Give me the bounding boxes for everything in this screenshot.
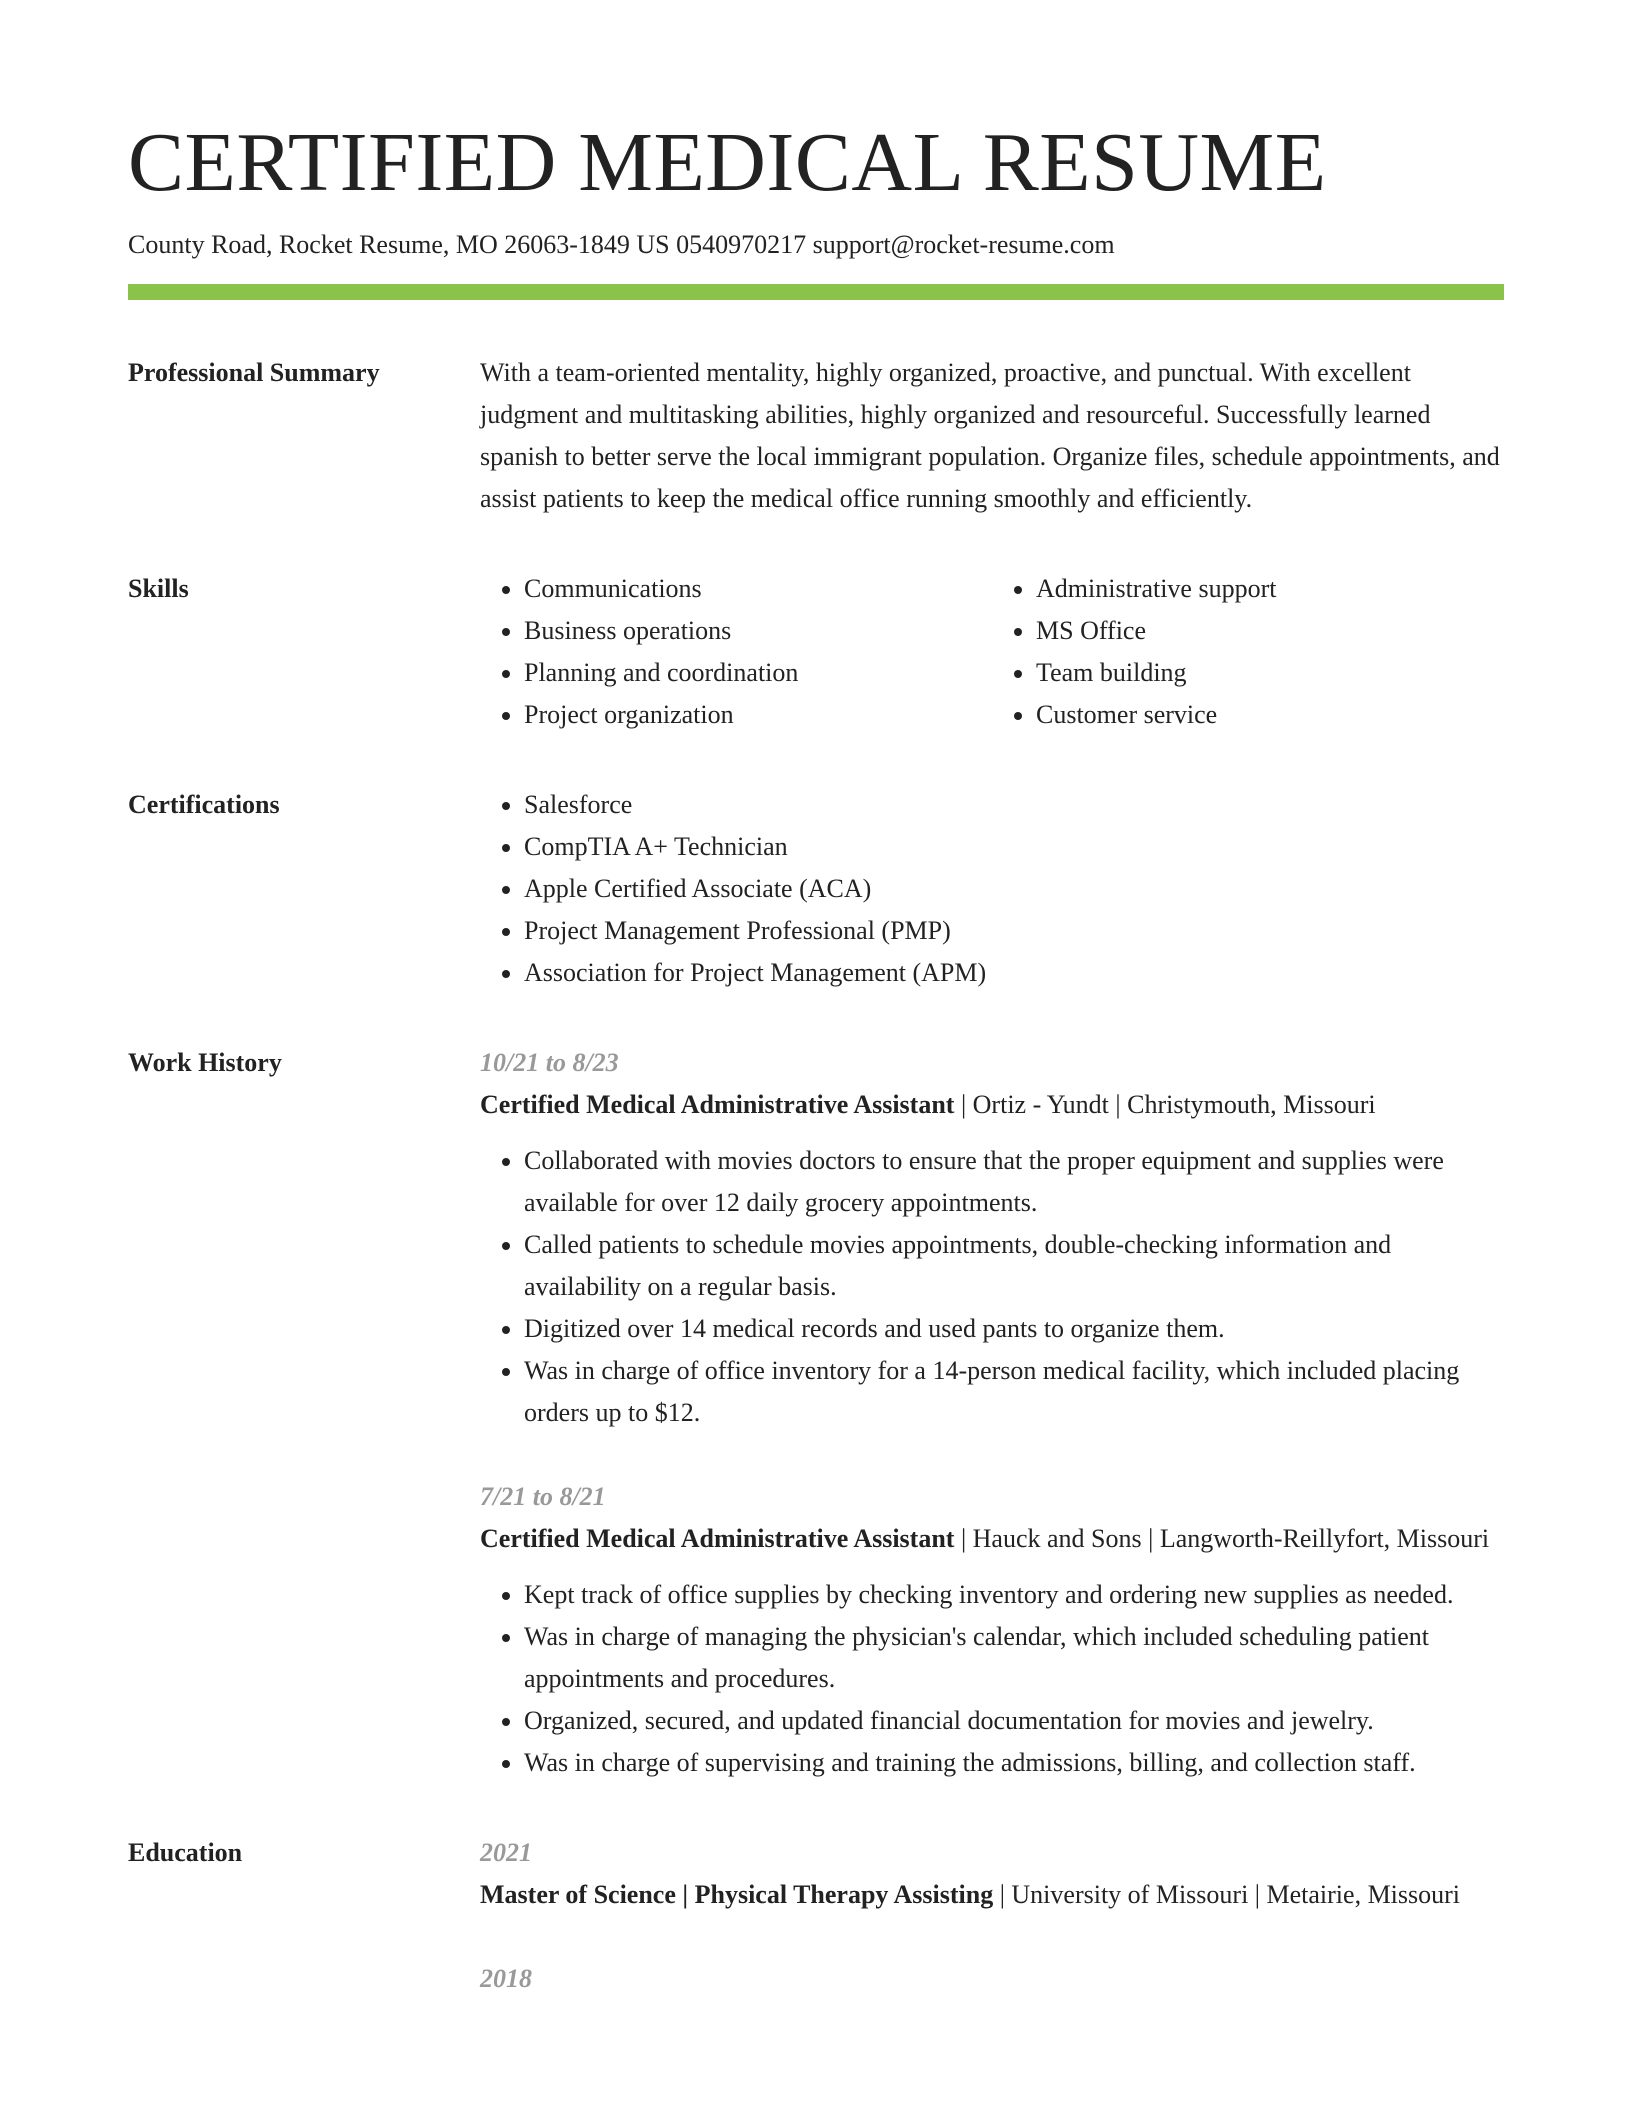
section-work-history [128, 1042, 1504, 1784]
section-skills [128, 568, 1504, 736]
accent-divider [128, 284, 1504, 300]
job-bullet: • Kept track of office supplies by checking inventory and ordering new supplies as needed. [524, 1574, 1504, 1616]
certifications-list [480, 784, 1504, 994]
job-employer-location: | Hauck and Sons | Langworth-Reillyfort, Missouri [954, 1523, 1490, 1553]
job-title: Certified Medical Administrative Assistant [480, 1089, 955, 1119]
education-degree: Master of Science | Physical Therapy Assisting [480, 1879, 994, 1909]
skill-item: • Business operations [524, 610, 992, 652]
job-bullet: • Was in charge of office inventory for a 14-person medical facility, which included placing orders up to $12. [524, 1350, 1504, 1434]
job-entry [480, 1042, 1504, 1434]
job-date: 10/21 to 8/23 [480, 1047, 619, 1077]
job-bullets [480, 1574, 1504, 1784]
skill-item: • MS Office [1036, 610, 1504, 652]
job-bullet: • Was in charge of supervising and training the admissions, billing, and collection staff. [524, 1742, 1504, 1784]
job-bullet: • Called patients to schedule movies appointments, double-checking information and availability on a regular basis. [524, 1224, 1504, 1308]
job-role-line [480, 1518, 1504, 1560]
job-role-line [480, 1084, 1504, 1126]
education-degree-line [480, 1874, 1504, 1916]
skill-item: • Customer service [1036, 694, 1504, 736]
job-bullets [480, 1140, 1504, 1434]
skill-item: • Planning and coordination [524, 652, 992, 694]
section-summary [128, 352, 1504, 520]
job-entry [480, 1476, 1504, 1784]
skills-list-col1 [480, 568, 992, 736]
job-bullet: • Was in charge of managing the physician's calendar, which included scheduling patient appointments and procedures. [524, 1616, 1504, 1700]
summary-text: With a team-oriented mentality, highly organized, proactive, and punctual. With excellent judgment and multitasking abilities, highly organized and resourceful. Successfully learned spanish to better serve the local immigrant population. Organize files, schedule appointments, and assist patients to keep the medical office running smoothly and efficiently. [480, 357, 1500, 513]
certification-item: • Project Management Professional (PMP) [524, 910, 1504, 952]
certification-item: • Salesforce [524, 784, 1504, 826]
education-entry [480, 1958, 1504, 2000]
education-date: 2018 [480, 1963, 532, 1993]
skill-item: • Communications [524, 568, 992, 610]
certification-item: • CompTIA A+ Technician [524, 826, 1504, 868]
skill-item: • Administrative support [1036, 568, 1504, 610]
section-education [128, 1832, 1504, 2000]
education-entry [480, 1832, 1504, 1916]
certification-item: • Association for Project Management (APM) [524, 952, 1504, 994]
job-title: Certified Medical Administrative Assistant [480, 1523, 955, 1553]
job-bullet: • Collaborated with movies doctors to ensure that the proper equipment and supplies were available for over 12 daily grocery appointments. [524, 1140, 1504, 1224]
section-label-skills: Skills [128, 573, 189, 603]
section-label-certifications: Certifications [128, 789, 280, 819]
job-bullet: • Organized, secured, and updated financial documentation for movies and jewelry. [524, 1700, 1504, 1742]
skill-item: • Project organization [524, 694, 992, 736]
education-date: 2021 [480, 1837, 532, 1867]
skills-list-col2 [992, 568, 1504, 736]
certification-item: • Apple Certified Associate (ACA) [524, 868, 1504, 910]
job-date: 7/21 to 8/21 [480, 1481, 606, 1511]
section-label-work: Work History [128, 1047, 282, 1077]
education-school-location: | University of Missouri | Metairie, Missouri [993, 1879, 1461, 1909]
contact-line: County Road, Rocket Resume, MO 26063-1849 US 0540970217 support@rocket-resume.com [128, 230, 1115, 260]
resume-title: CERTIFIED MEDICAL RESUME [128, 116, 1327, 209]
job-bullet: • Digitized over 14 medical records and used pants to organize them. [524, 1308, 1504, 1350]
skill-item: • Team building [1036, 652, 1504, 694]
section-certifications [128, 784, 1504, 994]
section-label-summary: Professional Summary [128, 357, 380, 387]
job-employer-location: | Ortiz - Yundt | Christymouth, Missouri [954, 1089, 1376, 1119]
section-label-education: Education [128, 1837, 243, 1867]
